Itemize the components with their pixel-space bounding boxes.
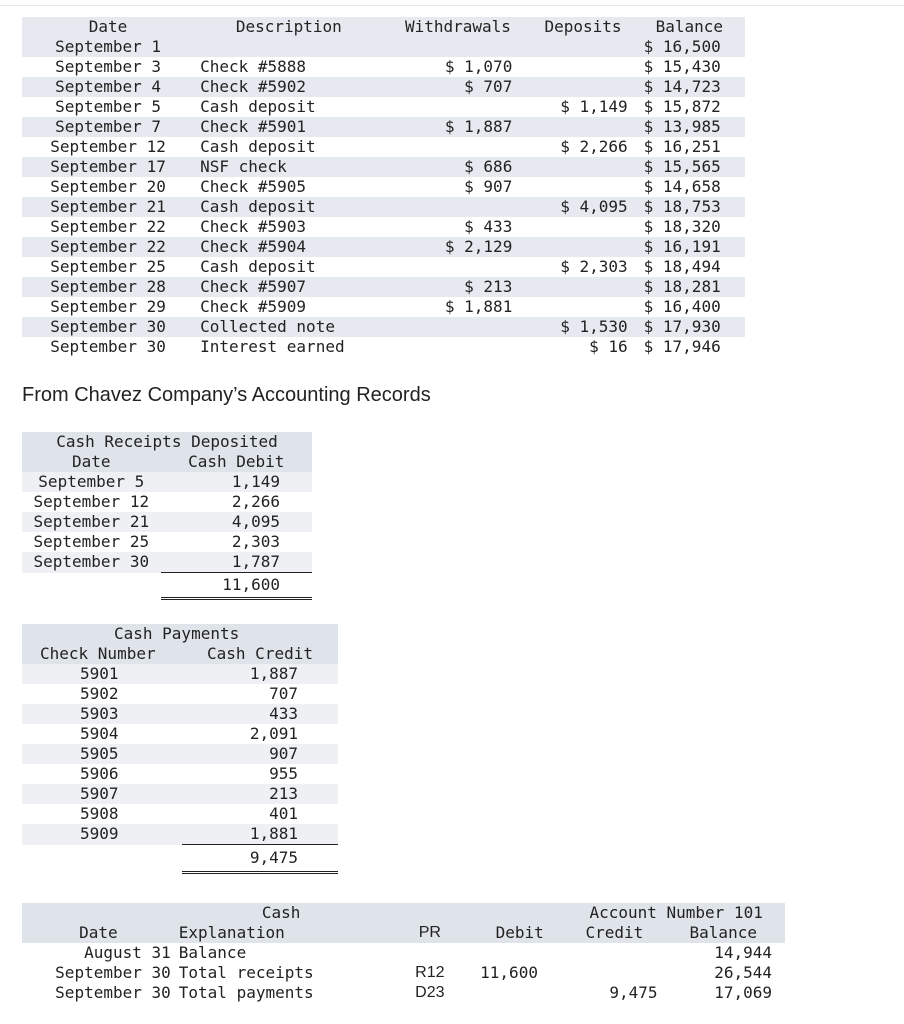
bank-balance: $ 16,251 xyxy=(643,137,721,156)
bank-description xyxy=(194,37,383,57)
bank-balance: $ 16,500 xyxy=(634,37,745,57)
ledger-credit xyxy=(567,943,661,963)
bank-balance: $ 15,565 xyxy=(634,157,745,177)
payments-title-row xyxy=(22,624,338,644)
receipts-amount: 2,303 xyxy=(231,532,280,551)
ledger-explanation: Total receipts xyxy=(178,963,314,982)
cash-ledger-table xyxy=(22,903,785,1003)
ledger-body xyxy=(22,943,785,1003)
bank-date: September 1 xyxy=(22,37,194,57)
bank-statement-table xyxy=(22,17,745,357)
bank-description: Cash deposit xyxy=(200,137,316,156)
payments-amount: 433 xyxy=(182,704,338,724)
payments-check-number: 5905 xyxy=(22,744,182,764)
bank-row xyxy=(22,57,745,77)
payments-check-number: 5906 xyxy=(80,764,119,783)
bank-statement-body xyxy=(22,37,745,357)
bank-balance: $ 15,430 xyxy=(643,57,721,76)
bank-header-deposits: Deposits xyxy=(532,17,633,37)
ledger-debit xyxy=(472,983,567,1003)
receipts-row xyxy=(22,472,312,492)
bank-date: September 30 xyxy=(50,337,166,356)
bank-row xyxy=(22,157,745,177)
payments-amount: 1,881 xyxy=(182,824,338,845)
ledger-credit xyxy=(567,963,661,983)
bank-deposit: $ 4,095 xyxy=(532,197,633,217)
bank-withdrawal xyxy=(384,97,533,117)
cash-payments-table xyxy=(22,624,338,874)
bank-header-withdrawals: Withdrawals xyxy=(384,17,533,37)
bank-date: September 7 xyxy=(22,117,194,137)
receipts-date: September 12 xyxy=(33,492,150,511)
receipts-amount: 1,787 xyxy=(161,552,312,573)
bank-balance: $ 13,985 xyxy=(634,117,745,137)
bank-description: NSF check xyxy=(194,157,383,177)
payments-row xyxy=(22,764,338,784)
bank-description: Check #5903 xyxy=(200,217,307,236)
receipts-title-row xyxy=(22,432,312,452)
bank-withdrawal: $ 1,881 xyxy=(444,297,513,316)
bank-withdrawal xyxy=(384,37,533,57)
ledger-balance: 14,944 xyxy=(714,943,772,962)
bank-deposit xyxy=(532,57,633,77)
ledger-pr: R12 xyxy=(415,964,445,981)
bank-row xyxy=(22,217,745,237)
bank-date: September 12 xyxy=(50,137,166,156)
bank-withdrawal xyxy=(384,257,533,277)
payments-body xyxy=(22,664,338,845)
bank-deposit xyxy=(532,217,633,237)
receipts-row xyxy=(22,492,312,512)
receipts-header-amount: Cash Debit xyxy=(161,452,312,472)
bank-date: September 3 xyxy=(55,57,162,76)
ledger-pr: D23 xyxy=(415,984,445,1001)
bank-row xyxy=(22,297,745,317)
bank-row xyxy=(22,117,745,137)
bank-balance: $ 15,872 xyxy=(643,97,721,116)
bank-withdrawal: $ 907 xyxy=(464,177,513,196)
receipts-date: September 5 xyxy=(22,472,161,492)
bank-date: September 22 xyxy=(22,237,194,257)
ledger-date: September 30 xyxy=(55,963,171,982)
bank-withdrawal: $ 1,070 xyxy=(444,57,513,76)
payments-row xyxy=(22,784,338,804)
bank-description: Check #5907 xyxy=(194,277,383,297)
ledger-pr xyxy=(388,943,473,963)
top-divider xyxy=(0,5,904,6)
receipts-date: September 25 xyxy=(33,532,150,551)
payments-check-number: 5908 xyxy=(80,804,119,823)
bank-date: September 4 xyxy=(22,77,194,97)
ledger-header-debit: Debit xyxy=(472,923,567,943)
bank-description: Check #5902 xyxy=(194,77,383,97)
ledger-header-balance: Balance xyxy=(662,923,786,943)
bank-row xyxy=(22,97,745,117)
receipts-total-row xyxy=(22,573,312,599)
receipts-header-date: Date xyxy=(22,452,161,472)
payments-check-number: 5907 xyxy=(22,784,182,804)
bank-deposit xyxy=(532,297,633,317)
bank-balance: $ 18,320 xyxy=(643,217,721,236)
payments-row xyxy=(22,724,338,744)
receipts-amount: 2,266 xyxy=(231,492,280,511)
bank-withdrawal xyxy=(384,137,533,157)
receipts-amount: 4,095 xyxy=(161,512,312,532)
bank-description: Cash deposit xyxy=(200,97,316,116)
bank-balance: $ 18,753 xyxy=(634,197,745,217)
bank-date: September 20 xyxy=(50,177,166,196)
bank-row xyxy=(22,277,745,297)
bank-row xyxy=(22,37,745,57)
ledger-balance: 17,069 xyxy=(714,983,772,1002)
bank-deposit xyxy=(532,117,633,137)
bank-withdrawal: $ 686 xyxy=(384,157,533,177)
bank-row xyxy=(22,137,745,157)
payments-total: 9,475 xyxy=(182,845,338,873)
bank-withdrawal: $ 1,887 xyxy=(384,117,533,137)
bank-deposit xyxy=(532,157,633,177)
payments-check-number: 5903 xyxy=(22,704,182,724)
bank-description: Check #5904 xyxy=(194,237,383,257)
bank-balance: $ 17,946 xyxy=(643,337,721,356)
bank-description: Check #5888 xyxy=(200,57,307,76)
receipts-total: 11,600 xyxy=(161,573,312,599)
bank-description: Check #5905 xyxy=(200,177,307,196)
ledger-account-name: Cash xyxy=(175,903,388,923)
ledger-account-number: Account Number 101 xyxy=(567,903,785,923)
payments-amount: 955 xyxy=(269,764,298,783)
payments-header-row xyxy=(22,644,338,664)
bank-date: September 29 xyxy=(50,297,166,316)
bank-deposit: $ 1,149 xyxy=(560,97,628,116)
ledger-header-pr: PR xyxy=(388,923,473,943)
bank-withdrawal: $ 433 xyxy=(464,217,513,236)
bank-row xyxy=(22,237,745,257)
ledger-header-credit: Credit xyxy=(567,923,661,943)
bank-date: September 5 xyxy=(55,97,162,116)
receipts-row xyxy=(22,532,312,552)
bank-withdrawal xyxy=(384,337,533,357)
bank-date: September 30 xyxy=(22,317,194,337)
ledger-header-date: Date xyxy=(22,923,175,943)
bank-date: September 22 xyxy=(50,217,166,236)
ledger-title-row xyxy=(22,903,785,923)
ledger-header-row xyxy=(22,923,785,943)
payments-amount: 2,091 xyxy=(249,724,298,743)
ledger-row xyxy=(22,963,785,983)
bank-deposit: $ 16 xyxy=(589,337,628,356)
payments-check-number: 5904 xyxy=(80,724,119,743)
payments-header-check-number: Check Number xyxy=(22,644,182,664)
ledger-row xyxy=(22,983,785,1003)
bank-row xyxy=(22,257,745,277)
bank-withdrawal: $ 707 xyxy=(384,77,533,97)
bank-deposit xyxy=(532,177,633,197)
bank-deposit: $ 1,530 xyxy=(532,317,633,337)
bank-deposit xyxy=(532,37,633,57)
payments-amount: 213 xyxy=(182,784,338,804)
ledger-debit: 11,600 xyxy=(480,963,538,982)
bank-row xyxy=(22,337,745,357)
bank-deposit: $ 2,266 xyxy=(560,137,628,156)
payments-amount: 1,887 xyxy=(182,664,338,684)
bank-description: Collected note xyxy=(194,317,383,337)
bank-withdrawal xyxy=(384,197,533,217)
cash-receipts-table xyxy=(22,432,312,600)
bank-balance: $ 16,400 xyxy=(643,297,721,316)
bank-deposit xyxy=(532,77,633,97)
bank-balance: $ 18,281 xyxy=(634,277,745,297)
bank-date: September 25 xyxy=(50,257,166,276)
receipts-amount: 1,149 xyxy=(161,472,312,492)
bank-row xyxy=(22,177,745,197)
payments-check-number: 5901 xyxy=(22,664,182,684)
payments-amount: 707 xyxy=(269,684,298,703)
payments-amount: 907 xyxy=(182,744,338,764)
bank-header-date: Date xyxy=(22,17,194,37)
bank-header-description: Description xyxy=(194,17,383,37)
bank-date: September 21 xyxy=(22,197,194,217)
bank-description: Cash deposit xyxy=(200,257,316,276)
bank-balance: $ 18,494 xyxy=(643,257,721,276)
payments-check-number: 5909 xyxy=(22,824,182,845)
receipts-date: September 21 xyxy=(22,512,161,532)
bank-header-row xyxy=(22,17,745,37)
payments-row xyxy=(22,804,338,824)
payments-row xyxy=(22,824,338,845)
bank-withdrawal: $ 213 xyxy=(384,277,533,297)
payments-total-row xyxy=(22,845,338,873)
bank-balance: $ 14,723 xyxy=(634,77,745,97)
receipts-row xyxy=(22,552,312,573)
bank-header-balance: Balance xyxy=(634,17,745,37)
bank-description: Cash deposit xyxy=(194,197,383,217)
bank-row xyxy=(22,317,745,337)
receipts-body xyxy=(22,472,312,573)
ledger-explanation: Balance xyxy=(178,943,247,962)
bank-date: September 17 xyxy=(22,157,194,177)
ledger-balance: 26,544 xyxy=(714,963,772,982)
bank-balance: $ 14,658 xyxy=(643,177,721,196)
ledger-row xyxy=(22,943,785,963)
ledger-debit xyxy=(472,943,567,963)
bank-row xyxy=(22,197,745,217)
bank-deposit xyxy=(532,237,633,257)
bank-balance: $ 16,191 xyxy=(634,237,745,257)
ledger-header-explanation: Explanation xyxy=(175,923,388,943)
receipts-header-row xyxy=(22,452,312,472)
records-heading: From Chavez Company’s Accounting Records xyxy=(22,384,431,406)
payments-check-number: 5902 xyxy=(80,684,119,703)
receipts-title: Cash Receipts Deposited xyxy=(22,432,312,452)
payments-amount: 401 xyxy=(269,804,298,823)
payments-row xyxy=(22,744,338,764)
bank-description: Check #5909 xyxy=(200,297,307,316)
ledger-explanation: Total payments xyxy=(178,983,314,1002)
ledger-date: September 30 xyxy=(55,983,171,1002)
bank-date: September 28 xyxy=(22,277,194,297)
payments-row xyxy=(22,664,338,684)
payments-row xyxy=(22,684,338,704)
bank-row xyxy=(22,77,745,97)
bank-withdrawal xyxy=(384,317,533,337)
bank-deposit xyxy=(532,277,633,297)
bank-description: Check #5901 xyxy=(194,117,383,137)
payments-header-amount: Cash Credit xyxy=(182,644,338,664)
ledger-date: August 31 xyxy=(84,943,171,962)
receipts-row xyxy=(22,512,312,532)
ledger-credit: 9,475 xyxy=(609,983,658,1002)
payments-row xyxy=(22,704,338,724)
bank-balance: $ 17,930 xyxy=(634,317,745,337)
bank-description: Interest earned xyxy=(200,337,345,356)
payments-title: Cash Payments xyxy=(22,624,338,644)
receipts-date: September 30 xyxy=(22,552,161,573)
bank-withdrawal: $ 2,129 xyxy=(384,237,533,257)
bank-deposit: $ 2,303 xyxy=(560,257,628,276)
